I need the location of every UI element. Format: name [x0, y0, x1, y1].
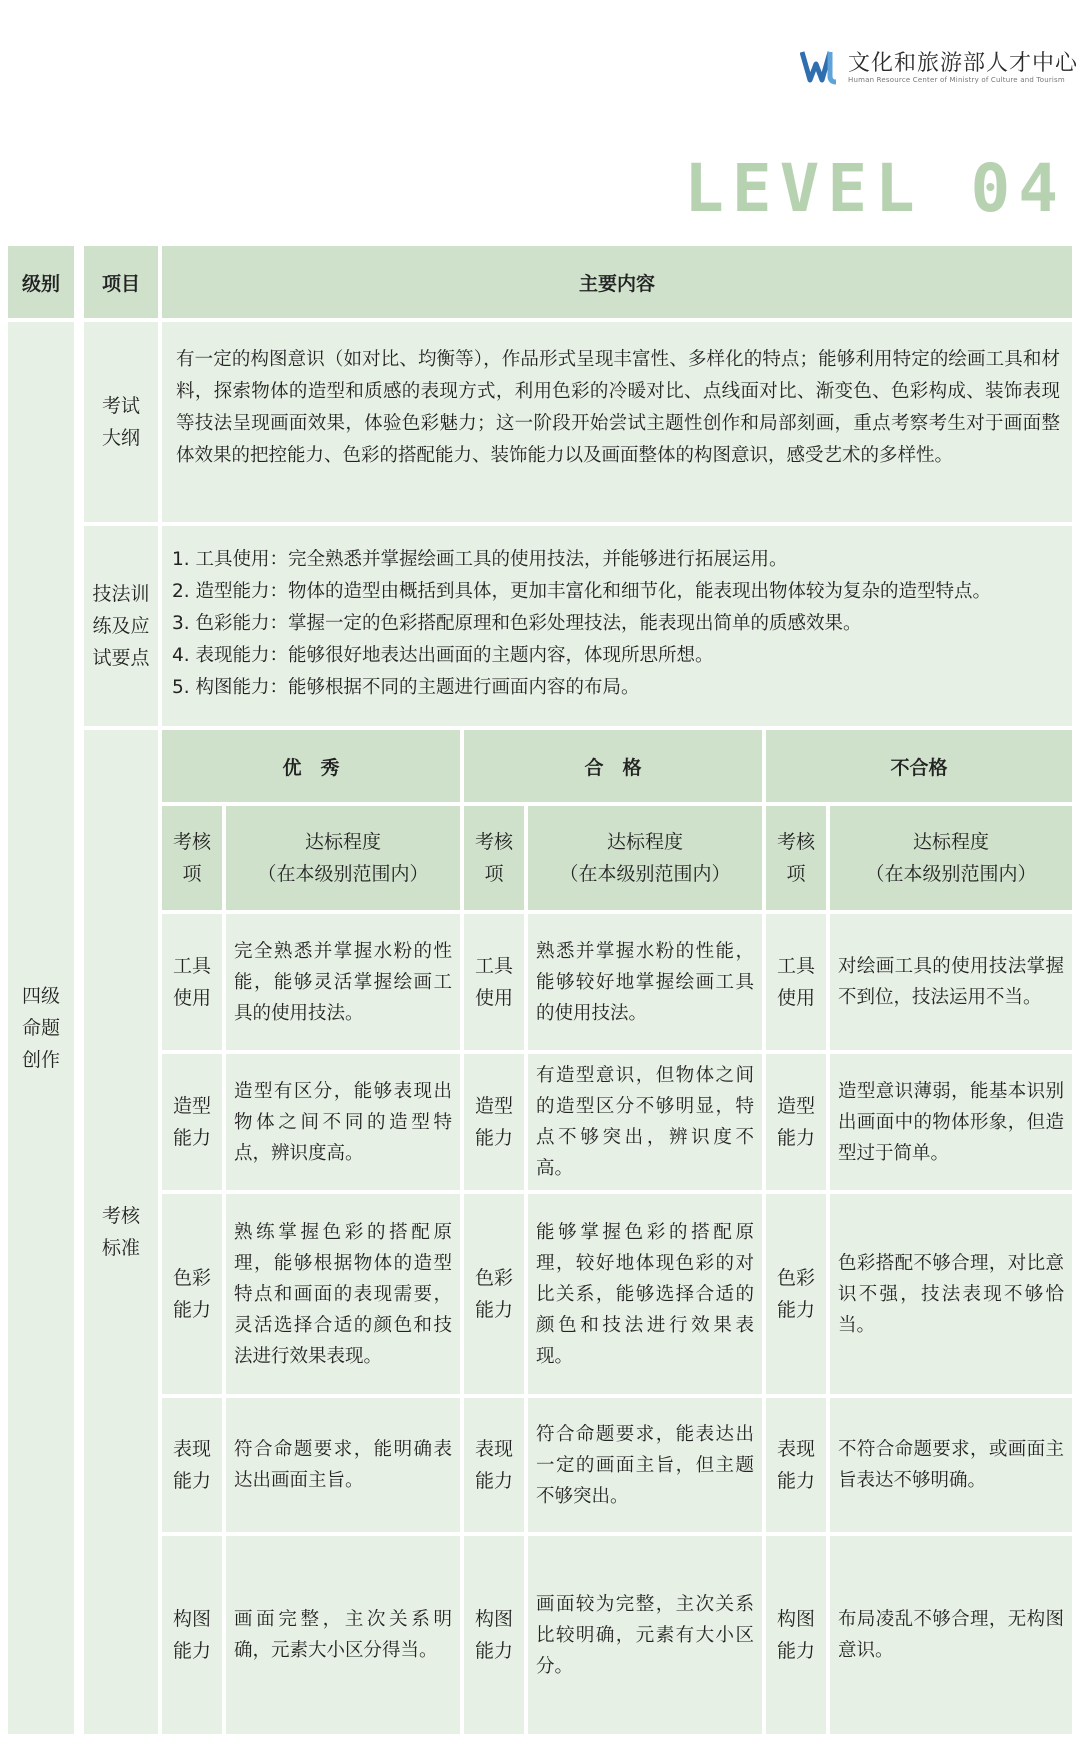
criteria-item-line: 表现 — [172, 1438, 211, 1460]
skills-item: 4. 表现能力：能够很好地表达出画面的主题内容，体现所思所想。 — [172, 645, 714, 666]
skills-label-line: 试要点 — [92, 647, 150, 669]
criteria-item-cell — [162, 914, 222, 1050]
level-label-line: 四级 — [21, 985, 60, 1007]
skills-label-line: 技法训 — [92, 583, 150, 605]
criteria-pass-text: 画面较为完整，主次关系比较明确，元素有大小区分。 — [528, 1536, 762, 1734]
outline-label-cell — [84, 322, 158, 522]
criteria-item-cell — [162, 1398, 222, 1532]
skills-list — [162, 526, 1072, 726]
standard-header-line: 达标程度 — [304, 831, 381, 853]
item-header-line: 项 — [484, 863, 504, 885]
header-item: 项目 — [84, 246, 158, 318]
criteria-excellent-text: 符合命题要求，能明确表达出画面主旨。 — [226, 1398, 460, 1532]
criteria-pass-text: 能够掌握色彩的搭配原理，较好地体现色彩的对比关系，能够选择合适的颜色和技法进行效果表现。 — [528, 1194, 762, 1394]
standard-header-excellent — [226, 806, 460, 910]
criteria-label-line: 标准 — [101, 1237, 140, 1259]
org-logo-icon — [800, 46, 840, 86]
criteria-label-cell — [84, 730, 158, 1734]
criteria-item-line: 能力 — [172, 1127, 211, 1149]
criteria-item-cell — [766, 1194, 826, 1394]
level-label-line: 命题 — [21, 1017, 60, 1039]
criteria-item-line: 能力 — [474, 1640, 513, 1662]
criteria-item-cell — [464, 1536, 524, 1734]
criteria-item-cell — [464, 1194, 524, 1394]
item-header-line: 项 — [182, 863, 202, 885]
skills-item: 2. 造型能力：物体的造型由概括到具体，更加丰富化和细节化，能表现出物体较为复杂的造型特点。 — [172, 581, 992, 602]
criteria-item-cell — [766, 1536, 826, 1734]
standard-header-line: （在本级别范围内） — [257, 863, 429, 885]
criteria-item-line: 色彩 — [776, 1267, 815, 1289]
criteria-item-cell — [464, 1054, 524, 1190]
skills-label-line: 练及应 — [92, 615, 150, 637]
skills-item: 3. 色彩能力：掌握一定的色彩搭配原理和色彩处理技法，能表现出简单的质感效果。 — [172, 613, 862, 634]
criteria-item-cell — [162, 1194, 222, 1394]
criteria-fail-text: 不符合命题要求，或画面主旨表达不够明确。 — [830, 1398, 1072, 1532]
criteria-excellent-text: 熟练掌握色彩的搭配原理，能够根据物体的造型特点和画面的表现需要，灵活选择合适的颜色和技法进行效果表现。 — [226, 1194, 460, 1394]
criteria-item-line: 使用 — [474, 987, 513, 1009]
standard-header-pass — [528, 806, 762, 910]
item-header-pass — [464, 806, 524, 910]
criteria-item-cell — [464, 914, 524, 1050]
skills-item: 1. 工具使用：完全熟悉并掌握绘画工具的使用技法，并能够进行拓展运用。 — [172, 549, 788, 570]
grade-fail: 不合格 — [766, 730, 1072, 802]
criteria-fail-text: 色彩搭配不够合理，对比意识不强，技法表现不够恰当。 — [830, 1194, 1072, 1394]
criteria-item-line: 工具 — [776, 955, 815, 977]
criteria-item-line: 造型 — [474, 1095, 513, 1117]
org-logo — [800, 44, 1079, 94]
criteria-item-cell — [162, 1536, 222, 1734]
criteria-item-line: 工具 — [474, 955, 513, 977]
criteria-item-line: 构图 — [776, 1608, 815, 1630]
item-header-line: 考核 — [172, 831, 211, 853]
criteria-fail-text: 布局凌乱不够合理，无构图意识。 — [830, 1536, 1072, 1734]
criteria-item-line: 能力 — [474, 1470, 513, 1492]
criteria-item-line: 使用 — [172, 987, 211, 1009]
standard-header-line: （在本级别范围内） — [559, 863, 731, 885]
header-content: 主要内容 — [162, 246, 1072, 318]
criteria-fail-text: 对绘画工具的使用技法掌握不到位，技法运用不当。 — [830, 914, 1072, 1050]
criteria-label-line: 考核 — [101, 1205, 140, 1227]
criteria-item-line: 表现 — [776, 1438, 815, 1460]
criteria-item-cell — [766, 1054, 826, 1190]
criteria-item-line: 使用 — [776, 987, 815, 1009]
criteria-item-line: 造型 — [776, 1095, 815, 1117]
criteria-item-line: 构图 — [172, 1608, 211, 1630]
standard-header-fail — [830, 806, 1072, 910]
criteria-item-line: 色彩 — [474, 1267, 513, 1289]
criteria-item-line: 能力 — [172, 1470, 211, 1492]
criteria-item-line: 色彩 — [172, 1267, 211, 1289]
criteria-pass-text: 有造型意识，但物体之间的造型区分不够明显，特点不够突出，辨识度不高。 — [528, 1054, 762, 1190]
outline-label-line: 考试 — [101, 395, 140, 417]
org-name-en: Human Resource Center of Ministry of Culture and Tourism — [848, 76, 1065, 84]
criteria-pass-text: 符合命题要求，能表达出一定的画面主旨，但主题不够突出。 — [528, 1398, 762, 1532]
criteria-item-line: 能力 — [776, 1640, 815, 1662]
criteria-item-line: 能力 — [776, 1299, 815, 1321]
criteria-item-line: 能力 — [172, 1299, 211, 1321]
level-cell — [8, 322, 74, 1734]
skills-label-cell — [84, 526, 158, 726]
criteria-item-line: 能力 — [776, 1470, 815, 1492]
grade-excellent: 优 秀 — [162, 730, 460, 802]
criteria-item-line: 工具 — [172, 955, 211, 977]
criteria-fail-text: 造型意识薄弱，能基本识别出画面中的物体形象，但造型过于简单。 — [830, 1054, 1072, 1190]
grade-pass: 合 格 — [464, 730, 762, 802]
item-header-line: 考核 — [776, 831, 815, 853]
criteria-item-line: 造型 — [172, 1095, 211, 1117]
item-header-excellent — [162, 806, 222, 910]
criteria-item-cell — [766, 914, 826, 1050]
level-title: LEVEL 04 — [684, 150, 1066, 227]
criteria-excellent-text: 造型有区分，能够表现出物体之间不同的造型特点，辨识度高。 — [226, 1054, 460, 1190]
criteria-item-line: 表现 — [474, 1438, 513, 1460]
standard-header-line: （在本级别范围内） — [865, 863, 1037, 885]
org-name-cn: 文化和旅游部人才中心 — [848, 51, 1079, 76]
criteria-item-line: 能力 — [474, 1299, 513, 1321]
criteria-item-line: 构图 — [474, 1608, 513, 1630]
criteria-item-cell — [162, 1054, 222, 1190]
item-header-line: 考核 — [474, 831, 513, 853]
criteria-item-cell — [766, 1398, 826, 1532]
criteria-item-line: 能力 — [776, 1127, 815, 1149]
standard-header-line: 达标程度 — [912, 831, 989, 853]
criteria-excellent-text: 画面完整，主次关系明确，元素大小区分得当。 — [226, 1536, 460, 1734]
level-label-line: 创作 — [21, 1049, 60, 1071]
item-header-line: 项 — [786, 863, 806, 885]
outline-text: 有一定的构图意识（如对比、均衡等），作品形式呈现丰富性、多样化的特点；能够利用特定的绘画工具和材料，探索物体的造型和质感的表现方式，利用色彩的冷暖对比、点线面对比、渐变色、色彩构成、装饰表现等技法呈现画面效果，体验色彩魅力；这一阶段开始尝试主题性创作和局部刻画，重点考察考生对于画面整体效果的把控能力、色彩的搭配能力、装饰能力以及画面整体的构图意识，感受艺术的多样性。 — [162, 322, 1072, 522]
criteria-pass-text: 熟悉并掌握水粉的性能，能够较好地掌握绘画工具的使用技法。 — [528, 914, 762, 1050]
skills-item: 5. 构图能力：能够根据不同的主题进行画面内容的布局。 — [172, 677, 640, 698]
item-header-fail — [766, 806, 826, 910]
outline-label-line: 大纲 — [101, 427, 140, 449]
header-level: 级别 — [8, 246, 74, 318]
criteria-excellent-text: 完全熟悉并掌握水粉的性能，能够灵活掌握绘画工具的使用技法。 — [226, 914, 460, 1050]
standard-header-line: 达标程度 — [606, 831, 683, 853]
criteria-item-line: 能力 — [172, 1640, 211, 1662]
criteria-item-cell — [464, 1398, 524, 1532]
criteria-item-line: 能力 — [474, 1127, 513, 1149]
